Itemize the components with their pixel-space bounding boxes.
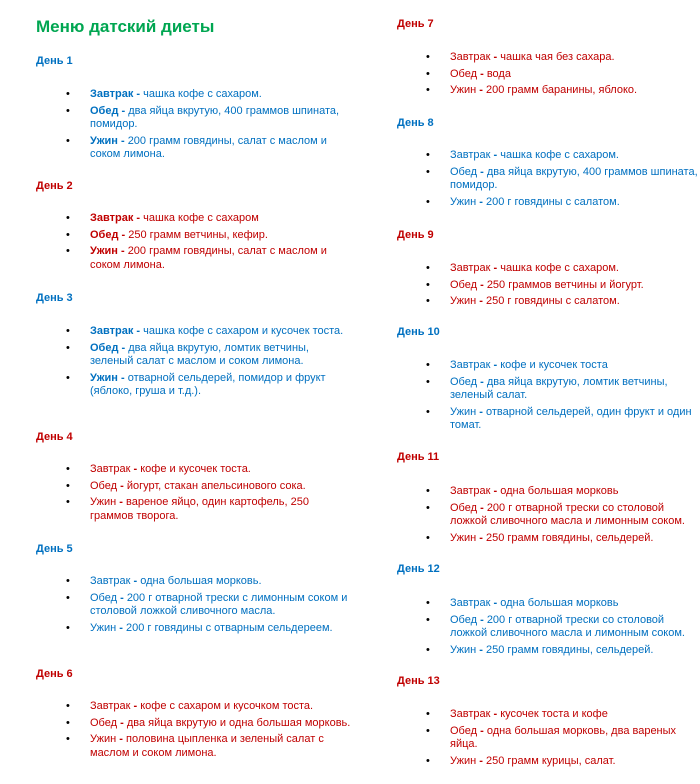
meal-name: Завтрак [90, 325, 134, 337]
bullet-icon: • [426, 501, 430, 514]
meal-name: Обед [450, 375, 478, 388]
bullet-icon: • [66, 341, 70, 354]
meal-item: • Завтрак - чашка кофе с сахаром. [66, 88, 262, 100]
bullet-icon: • [426, 405, 430, 418]
meal-description: вареное яйцо, один картофель, 250 граммов творога. [90, 496, 309, 522]
meal-list [66, 212, 352, 275]
meal-name: Ужин [90, 134, 118, 147]
bullet-icon: • [426, 195, 430, 208]
meal-item: • Ужин - 250 грамм курицы, салат. [426, 754, 616, 767]
meal-description: два яйца вкрутую, ломтик ветчины, зеленый салат. [450, 375, 668, 401]
meal-name: Завтрак [90, 212, 134, 224]
bullet-icon: • [66, 621, 70, 634]
meal-description: чашка кофе с сахаром и кусочек тоста. [143, 325, 344, 337]
meal-item: • Завтрак - одна большая морковь. [66, 575, 262, 587]
bullet-icon: • [66, 496, 70, 508]
meal-description: кофе и кусочек тоста. [140, 463, 251, 475]
meal-name: Обед [450, 724, 478, 737]
meal-list [66, 463, 352, 526]
meal-item: • Обед - вода [426, 67, 511, 80]
meal-description: 200 г говядины с салатом. [485, 195, 620, 208]
bullet-icon: • [426, 708, 430, 720]
meal-description: одна большая морковь. [140, 575, 262, 587]
day-heading: День 9 [397, 229, 434, 241]
meal-description: 200 г отварной трески со столовой ложкой сливочного масла и лимонным соком. [450, 613, 685, 639]
day-heading: День 4 [36, 431, 73, 443]
meal-item: • Завтрак - кофе и кусочек тоста [426, 359, 608, 371]
meal-name: Завтрак [450, 359, 491, 371]
meal-item: • Обед - 250 граммов ветчины и йогурт. [426, 278, 644, 291]
meal-item: • Завтрак - одна большая морковь [426, 597, 619, 609]
bullet-icon: • [66, 371, 70, 384]
day-heading: День 8 [397, 117, 434, 129]
meal-description: йогурт, стакан апельсинового сока. [126, 479, 306, 492]
meal-description: одна большая морковь [500, 597, 619, 609]
bullet-icon: • [426, 165, 430, 178]
bullet-icon: • [66, 733, 70, 745]
meal-name: Обед [450, 67, 478, 80]
meal-description: 200 грамм говядины, салат с маслом и соком лимона. [90, 245, 327, 271]
bullet-icon: • [426, 613, 430, 626]
meal-list [66, 88, 352, 165]
bullet-icon: • [66, 212, 70, 224]
meal-description: чашка кофе с сахаром. [500, 149, 619, 161]
meal-name: Ужин [90, 496, 117, 508]
meal-item: • Завтрак - кофе и кусочек тоста. [66, 463, 251, 475]
meal-description: 200 г отварной трески с лимонным соком и столовой ложкой сливочного масла. [90, 591, 348, 617]
meal-description: два яйца вкрутую, 400 граммов шпината, помидор. [450, 165, 698, 191]
meal-name: Обед [90, 479, 118, 492]
day-heading: День 1 [36, 55, 73, 67]
meal-name: Завтрак [450, 708, 491, 720]
bullet-icon: • [66, 700, 70, 712]
meal-name: Обед [90, 591, 118, 604]
meal-description: 200 грамм говядины, салат с маслом и соком лимона. [90, 134, 327, 160]
meal-name: Завтрак [450, 597, 491, 609]
meal-item: • Ужин - половина цыпленка и зеленый салат с маслом и соком лимона. [66, 733, 324, 759]
meal-item: • Ужин - 200 грамм баранины, яблоко. [426, 84, 638, 96]
meal-name: Завтрак [90, 575, 131, 587]
meal-description: 250 грамм говядины, сельдерей. [485, 531, 654, 544]
meal-item: • Ужин - 250 г говядины с салатом. [426, 295, 620, 307]
day-heading: День 2 [36, 180, 73, 192]
meal-item: • Обед - два яйца вкрутую и одна большая морковь. [66, 716, 351, 729]
meal-item: • Обед - йогурт, стакан апельсинового сока. [66, 479, 306, 492]
bullet-icon: • [426, 375, 430, 388]
meal-name: Ужин [450, 405, 477, 418]
meal-name: Завтрак [90, 88, 134, 100]
meal-name: Обед [90, 716, 118, 729]
meal-list [426, 485, 698, 548]
bullet-icon: • [426, 262, 430, 274]
meal-item: • Обед - 200 г отварной трески с лимонным соком и столовой ложкой сливочного масла. [66, 591, 348, 617]
meal-item: • Обед - 200 г отварной трески со столовой ложкой сливочного масла и лимонным соком. [426, 501, 685, 527]
meal-item: • Обед - два яйца вкрутую, ломтик ветчины, зеленый салат. [426, 375, 668, 401]
meal-item: • Завтрак - одна большая морковь [426, 485, 619, 497]
meal-item: • Ужин - 200 грамм говядины, салат с маслом и соком лимона. [66, 134, 327, 160]
meal-list [426, 262, 698, 312]
day-heading: День 13 [397, 675, 440, 687]
meal-name: Ужин [450, 643, 477, 656]
day-heading: День 11 [397, 451, 440, 463]
meal-item: • Ужин - отварной сельдерей, один фрукт и один томат. [426, 405, 692, 431]
meal-name: Завтрак [450, 262, 491, 274]
meal-description: 250 грамм говядины, сельдерей. [485, 643, 654, 656]
bullet-icon: • [66, 716, 70, 729]
meal-description: кофе и кусочек тоста [500, 359, 608, 371]
meal-item: • Ужин - 250 грамм говядины, сельдерей. [426, 643, 654, 656]
meal-description: чашка кофе с сахаром. [143, 88, 262, 100]
bullet-icon: • [66, 463, 70, 475]
meal-description: кусочек тоста и кофе [500, 708, 608, 720]
day-heading: День 7 [397, 18, 434, 30]
meal-name: Завтрак [90, 700, 131, 712]
meal-description: одна большая морковь, два вареных яйца. [450, 724, 677, 750]
bullet-icon: • [426, 754, 430, 767]
meal-description: отварной сельдерей, один фрукт и один томат. [450, 405, 692, 431]
meal-name: Завтрак [450, 149, 491, 161]
bullet-icon: • [426, 84, 430, 96]
meal-item: • Обед - 200 г отварной трески со столовой ложкой сливочного масла и лимонным соком. [426, 613, 685, 639]
bullet-icon: • [66, 104, 70, 117]
meal-item: • Ужин - 200 г говядины с отварным сельдереем. [66, 621, 333, 634]
bullet-icon: • [426, 278, 430, 291]
meal-description: два яйца вкрутую, 400 граммов шпината, помидор. [90, 104, 340, 130]
meal-name: Обед [450, 501, 478, 514]
meal-name: Ужин [450, 295, 477, 307]
meal-description: кофе с сахаром и кусочком тоста. [140, 700, 314, 712]
meal-name: Обед [90, 341, 119, 354]
meal-item: • Обед - два яйца вкрутую, ломтик ветчины, зеленый салат с маслом и соком лимона. [66, 341, 309, 367]
meal-description: 250 грамм курицы, салат. [485, 754, 616, 767]
bullet-icon: • [426, 643, 430, 656]
day-heading: День 3 [36, 292, 73, 304]
meal-description: чашка кофе с сахаром [143, 212, 259, 224]
meal-name: Ужин [90, 733, 117, 745]
meal-item: • Ужин - 200 г говядины с салатом. [426, 195, 620, 208]
bullet-icon: • [426, 359, 430, 371]
day-heading: День 5 [36, 543, 73, 555]
bullet-icon: • [66, 134, 70, 147]
meal-item: • Обед - два яйца вкрутую, 400 граммов шпината, помидор. [426, 165, 698, 191]
meal-description: 250 г говядины с салатом. [485, 295, 620, 307]
meal-item: • Ужин - отварной сельдерей, помидор и фрукт (яблоко, груша и т.д.). [66, 371, 326, 397]
meal-list [426, 359, 698, 436]
meal-item: • Завтрак - кусочек тоста и кофе [426, 708, 608, 720]
meal-item: • Обед - 250 грамм ветчины, кефир. [66, 228, 268, 241]
meal-item: • Обед - одна большая морковь, два вареных яйца. [426, 724, 677, 750]
meal-name: Обед [90, 228, 119, 241]
meal-list [426, 149, 698, 212]
meal-description: чашка чая без сахара. [500, 51, 615, 63]
bullet-icon: • [426, 67, 430, 80]
day-heading: День 6 [36, 668, 73, 680]
meal-list [426, 597, 698, 660]
meal-name: Ужин [90, 621, 117, 634]
meal-description: 250 грамм ветчины, кефир. [128, 228, 268, 241]
meal-name: Обед [90, 104, 119, 117]
bullet-icon: • [426, 149, 430, 161]
meal-description: 200 г отварной трески со столовой ложкой сливочного масла и лимонным соком. [450, 501, 685, 527]
bullet-icon: • [426, 597, 430, 609]
day-heading: День 10 [397, 326, 440, 338]
bullet-icon: • [66, 88, 70, 100]
meal-name: Ужин [450, 84, 477, 96]
bullet-icon: • [66, 591, 70, 604]
bullet-icon: • [66, 575, 70, 587]
bullet-icon: • [426, 724, 430, 737]
meal-list [426, 708, 698, 771]
meal-item: • Завтрак - чашка кофе с сахаром и кусочек тоста. [66, 325, 344, 337]
bullet-icon: • [66, 479, 70, 492]
bullet-icon: • [66, 245, 70, 257]
meal-description: половина цыпленка и зеленый салат с маслом и соком лимона. [90, 733, 324, 759]
bullet-icon: • [66, 228, 70, 241]
meal-name: Ужин [450, 195, 477, 208]
page-title: Меню датский диеты [36, 17, 215, 36]
meal-description: два яйца вкрутую и одна большая морковь. [126, 716, 351, 729]
bullet-icon: • [426, 51, 430, 63]
bullet-icon: • [426, 531, 430, 544]
meal-item: • Завтрак - чашка кофе с сахаром. [426, 262, 619, 274]
meal-name: Ужин [450, 754, 477, 767]
bullet-icon: • [426, 485, 430, 497]
day-heading: День 12 [397, 563, 440, 575]
meal-description: вода [486, 67, 511, 80]
meal-item: • Завтрак - чашка кофе с сахаром. [426, 149, 619, 161]
meal-item: • Ужин - 200 грамм говядины, салат с маслом и соком лимона. [66, 245, 327, 271]
meal-list [66, 575, 352, 638]
meal-name: Обед [450, 165, 478, 178]
meal-list [66, 700, 352, 763]
meal-name: Обед [450, 278, 478, 291]
meal-name: Завтрак [450, 485, 491, 497]
meal-list [66, 325, 352, 402]
meal-item: • Завтрак - чашка кофе с сахаром [66, 212, 259, 224]
meal-item: • Завтрак - чашка чая без сахара. [426, 51, 615, 63]
meal-description: отварной сельдерей, помидор и фрукт (яблоко, груша и т.д.). [90, 371, 326, 397]
meal-item: • Обед - два яйца вкрутую, 400 граммов шпината, помидор. [66, 104, 340, 130]
meal-name: Обед [450, 613, 478, 626]
meal-name: Ужин [90, 371, 118, 384]
meal-description: 250 граммов ветчины и йогурт. [486, 278, 644, 291]
meal-name: Завтрак [90, 463, 131, 475]
meal-name: Завтрак [450, 51, 491, 63]
meal-description: 200 грамм баранины, яблоко. [485, 84, 638, 96]
meal-description: 200 г говядины с отварным сельдереем. [125, 621, 333, 634]
meal-name: Ужин [450, 531, 477, 544]
bullet-icon: • [66, 325, 70, 337]
meal-description: два яйца вкрутую, ломтик ветчины, зеленый салат с маслом и соком лимона. [90, 341, 309, 367]
meal-list [426, 51, 698, 101]
meal-description: одна большая морковь [500, 485, 619, 497]
bullet-icon: • [426, 295, 430, 307]
meal-item: • Ужин - 250 грамм говядины, сельдерей. [426, 531, 654, 544]
meal-name: Ужин [90, 245, 118, 257]
meal-item: • Ужин - вареное яйцо, один картофель, 250 граммов творога. [66, 496, 309, 522]
meal-description: чашка кофе с сахаром. [500, 262, 619, 274]
meal-item: • Завтрак - кофе с сахаром и кусочком тоста. [66, 700, 314, 712]
